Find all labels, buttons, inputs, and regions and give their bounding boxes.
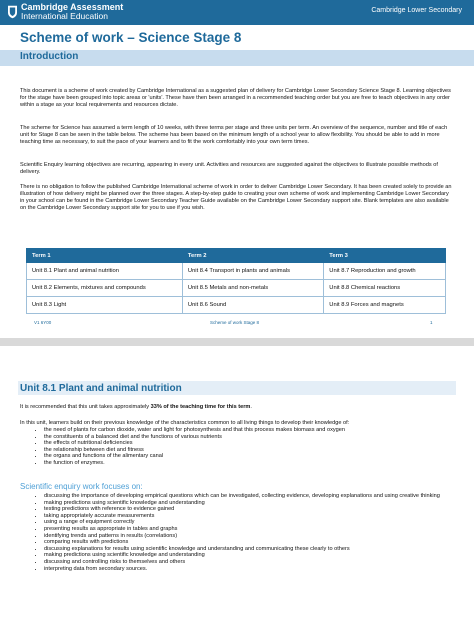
- intro-paragraph-3: Scientific Enquiry learning objectives are recurring, appearing in every unit. Activities and resources are suggested against the objectives to illustrate possible methods of delivery.: [20, 162, 438, 176]
- table-header: Term 2: [182, 249, 323, 263]
- table-cell: Unit 8.8 Chemical reactions: [324, 280, 446, 297]
- list-item: • the effects of nutritional deficiencies: [44, 440, 452, 447]
- list-item: • using a range of equipment correctly: [44, 519, 452, 526]
- units-table: [26, 248, 446, 314]
- table-cell: Unit 8.3 Light: [27, 297, 183, 314]
- prior-knowledge-list-wrap: [20, 427, 452, 467]
- table-cell: Unit 8.1 Plant and animal nutrition: [27, 263, 183, 280]
- table-header: Term 3: [324, 249, 446, 263]
- list-item: • the constituents of a balanced diet and the functions of various nutrients: [44, 434, 452, 441]
- list-item: • identifying trends and patterns in results (correlations): [44, 533, 452, 540]
- time-text-pre: It is recommended that this unit takes approximately: [20, 404, 151, 410]
- logo-line-2: International Education: [21, 11, 108, 21]
- footer-version: V1 6Y00: [34, 320, 52, 325]
- table-header: Term 1: [27, 249, 183, 263]
- list-item: • the relationship between diet and fitness: [44, 447, 452, 454]
- list-item: • the organs and functions of the alimentary canal: [44, 453, 452, 460]
- list-item: • comparing results with predictions: [44, 539, 452, 546]
- list-item: • interpreting data from secondary sources.: [44, 566, 452, 573]
- table-cell: Unit 8.9 Forces and magnets: [324, 297, 446, 314]
- list-item: • the need of plants for carbon dioxide, water and light for photosynthesis and that this process makes biomass and oxygen: [44, 427, 452, 434]
- table-cell: Unit 8.7 Reproduction and growth: [324, 263, 446, 280]
- enquiry-heading: Scientific enquiry work focuses on:: [20, 482, 143, 491]
- list-item: • discussing and controlling risks to themselves and others: [44, 559, 452, 566]
- introduction-heading: Introduction: [20, 51, 79, 62]
- table-row: [27, 280, 446, 297]
- table-row: [27, 297, 446, 314]
- list-item: • discussing the importance of developing empirical questions which can be investigated, collecting evidence, developing explanations and using creative thinking: [44, 493, 452, 500]
- list-item: • discussing explanations for results using scientific knowledge and understanding and communicating these clearly to others: [44, 546, 452, 553]
- logo: [8, 3, 123, 21]
- intro-paragraph-4: There is no obligation to follow the published Cambridge International scheme of work in order to deliver Cambridge Lower Secondary. It has been created solely to provide an illustration of how delivery might be planned over the three stages. A step-by-step guide to creating your own scheme of work and implementing Cambridge Lower Secondary in your school can be found in the Cambridge Lower Secondary Teacher Guide available on the Cambridge Lower Secondary support site. Blank templates are also available on the Cambridge Lower Secondary support site for you to use if you wish.: [20, 184, 452, 212]
- time-text-post: .: [250, 404, 252, 410]
- unit-heading: Unit 8.1 Plant and animal nutrition: [20, 383, 182, 394]
- prior-knowledge-text: In this unit, learners build on their previous knowledge of the characteristics common to all living things to develop their knowledge of:: [20, 420, 350, 426]
- intro-paragraph-2: The scheme for Science has assumed a term length of 10 weeks, with three terms per stage and three units per term. An overview of the sequence, number and title of each unit for Stage 8 can be seen in the table below. The scheme has been based on the minimum length of a school year to allow flexibility. You should be able to add in more teaching time as necessary, to suit the pace of your learners and to fit the work comfortably into your own term times.: [20, 125, 448, 146]
- prior-knowledge-list: [20, 427, 452, 467]
- time-text-bold: 33% of the teaching time for this term: [150, 404, 251, 410]
- list-item: • taking appropriately accurate measurements: [44, 513, 452, 520]
- shield-icon: [8, 5, 17, 19]
- list-item: • making predictions using scientific knowledge and understanding: [44, 552, 452, 559]
- table-row: [27, 263, 446, 280]
- page-title: Scheme of work – Science Stage 8: [20, 30, 242, 45]
- header-right-label: Cambridge Lower Secondary: [371, 7, 462, 14]
- page-2: [0, 346, 474, 632]
- list-item: • making predictions using scientific knowledge and understanding: [44, 500, 452, 507]
- table-cell: Unit 8.2 Elements, mixtures and compounds: [27, 280, 183, 297]
- enquiry-list: [20, 493, 452, 572]
- time-allocation-text: [20, 404, 452, 411]
- footer-page-number: 1: [430, 320, 433, 325]
- footer-title: Scheme of work Stage 8: [210, 320, 260, 325]
- table-cell: Unit 8.4 Transport in plants and animals: [182, 263, 323, 280]
- table-cell: Unit 8.6 Sound: [182, 297, 323, 314]
- logo-line-1: Cambridge Assessment: [21, 2, 124, 12]
- table-cell: Unit 8.5 Metals and non-metals: [182, 280, 323, 297]
- list-item: • presenting results as appropriate in tables and graphs: [44, 526, 452, 533]
- intro-paragraph-1: This document is a scheme of work created by Cambridge International as a suggested plan of delivery for Cambridge Lower Secondary Science Stage 8. Learning objectives for the stage have been grouped into topic areas or 'units'. These have then been arranged in a recommended teaching order but you are free to teach objectives in any order within a stage as your local requirements and resources dictate.: [20, 88, 451, 109]
- list-item: • the function of enzymes.: [44, 460, 452, 467]
- page-header: [0, 0, 474, 25]
- enquiry-list-wrap: [20, 493, 452, 572]
- list-item: • testing predictions with reference to evidence gained: [44, 506, 452, 513]
